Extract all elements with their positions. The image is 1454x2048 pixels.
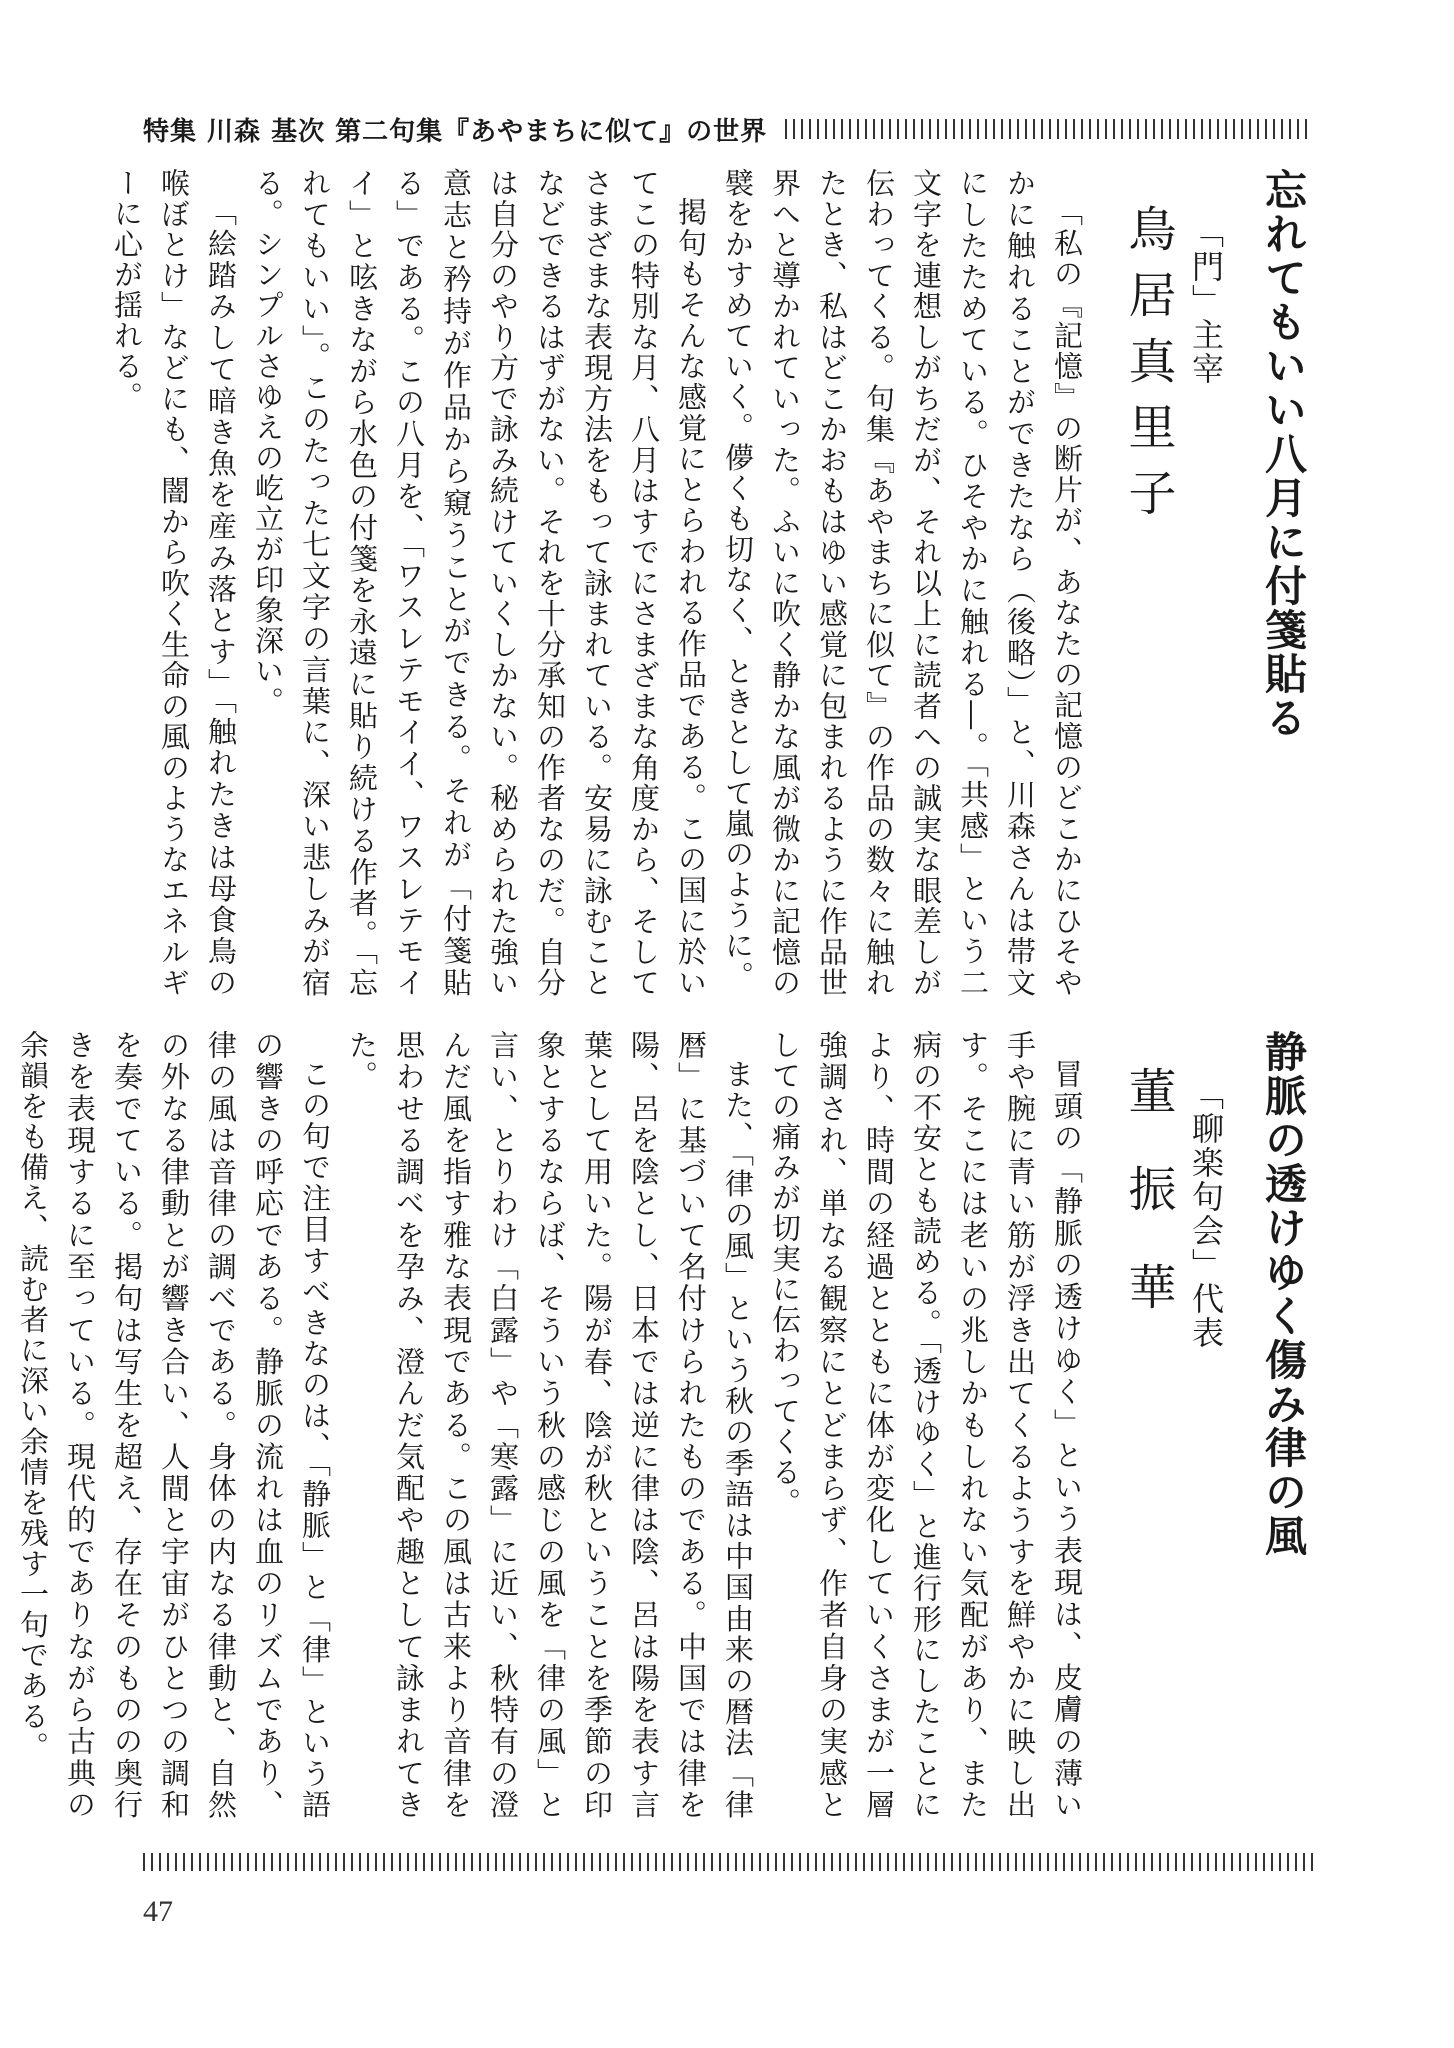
article-title: 忘れてもいい八月に付箋貼る [1259,168,1308,740]
article-body [103,168,1090,998]
header-title: 特集 川森 基次 第二句集『あやまちに似て』の世界 [143,116,768,147]
article-torii [110,168,1313,1008]
page-header [143,112,1313,146]
header-dotted-rule [785,119,1313,139]
paragraph: 「絵踏みして暗き魚を産み落とす」「触れたきは母食鳥の喉ぼとけ」などにも、闇から吹く生命の風のようなエネルギーに心が揺れる。 [110,168,238,999]
author-block [1114,168,1229,1008]
paragraph: 掲句もそんな感覚にとらわれる作品である。この国に於いてこの特別な月、八月はすでにさまざまな角度から、そしてさまざまな表現方法をもって詠まれている。安易に詠むことなどできるはずがない。それを十分承知の作者なのだ。自分は自分のやり方で詠み続けていくしかない。秘められた強い意志と矜持が作品から窺うことができる。それが「付箋貼る」である。この八月を、「ワスレテモイイ、ワスレテモイイ」と呟きながら水色の付箋を永遠に貼り続ける作者。「忘れてもいい」。このたった七文字の言葉に、深い悲しみが宿る。シンプルさゆえの屹立が印象深い。 [251,168,708,998]
article-body [9,1030,1090,1820]
author-affiliation: 「門」主宰 [1187,216,1225,386]
page-number: 47 [143,1895,173,1928]
author-affiliation: 「聊楽句会」代表 [1187,1078,1225,1350]
author-name: 鳥居真里子 [1120,204,1176,534]
author-block [1114,1030,1229,1830]
footer-dotted-rule [143,1853,1313,1871]
paragraph: また、「律の風」という秋の季語は中国由来の暦法「律暦」に基づいて名付けられたものである。中国では律を陽、呂を陰とし、日本では逆に律は陰、呂は陽を表す言葉として用いた。陽が春、陰が秋ということを季節の印象とするならば、そういう秋の感じの風を「律の風」と言い、とりわけ「白露」や「寒露」に近い、秋特有の澄んだ風を指す雅な表現である。この風は古来より音律を思わせる調べを孕み、澄んだ気配や趣として詠まれてきた。 [345,1030,755,1820]
author-name: 董振華 [1120,1066,1176,1360]
paragraph: 「私の『記憶』の断片が、あなたの記憶のどこかにひそやかに触れることができたなら（後略）」と、川森さんは帯文にしたためている。ひそやかに触れる―。「共感」という二文字を連想しがちだが、それ以上に読者への誠実な眼差しが伝わってくる。句集『あやまちに似て』の作品の数々に触れたとき、私はどこかおもはゆい感覚に包まれるように作品世界へと導かれていった。ふいに吹く静かな風が微かに記憶の襞をかすめていく。儚くも切なく、ときとして嵐のように。 [721,168,1084,998]
paragraph: この句で注目すべきなのは、「静脈」と「律」という語の響きの呼応である。静脈の流れは血のリズムであり、律の風は音律の調べである。身体の内なる律動と、自然の外なる律動とが響き合い、人間と宇宙がひとつの調和を奏でている。掲句は写生を超え、存在そのものの奥行きを表現するに至っている。現代的でありながら古典の余韻をも備え、読む者に深い余情を残す一句である。 [16,1030,332,1820]
paragraph: 冒頭の「静脈の透けゆく」という表現は、皮膚の薄い手や腕に青い筋が浮き出てくるようすを鮮やかに映し出す。そこには老いの兆しかもしれない気配があり、また病の不安とも読める。「透けゆく」と進行形にしたことにより、時間の経過とともに体が変化していくさまが一層強調され、単なる観察にとどまらず、作者自身の実感としての痛みが切実に伝わってくる。 [768,1030,1084,1820]
article-title: 静脈の透けゆく傷み律の風 [1259,1030,1308,1558]
article-dong [16,1030,1313,1830]
